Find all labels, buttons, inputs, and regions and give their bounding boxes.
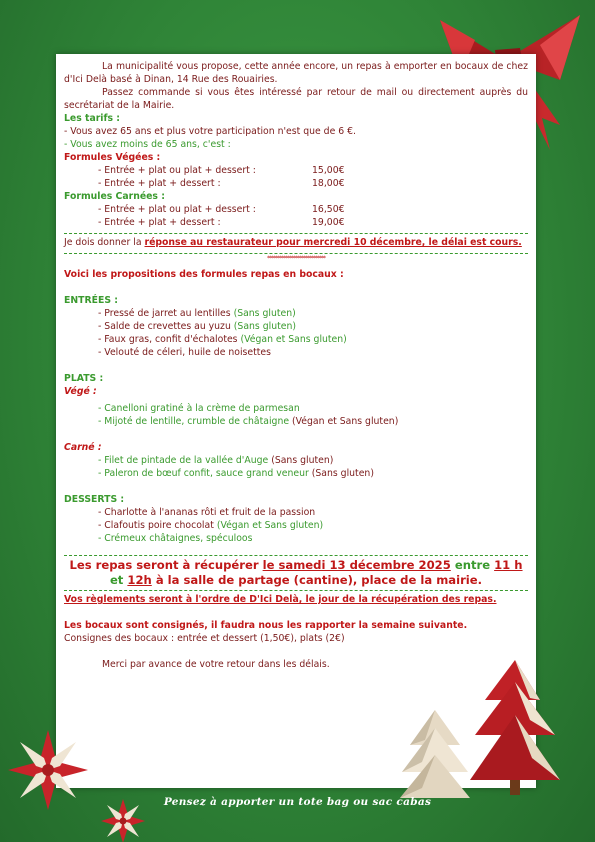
vege-label: Végé : xyxy=(64,386,97,397)
price-row xyxy=(64,216,528,229)
menu-item-name: - Filet de pintade de la vallée d'Auge xyxy=(98,455,272,466)
price-label: - Entrée + plat ou plat + dessert : xyxy=(98,165,256,176)
price-value: 16,50€ xyxy=(312,204,345,215)
menu-item xyxy=(64,532,528,545)
menu-item-name: - Crémeux châtaignes, spéculoos xyxy=(98,533,253,544)
diet-tag: (Végan et Sans gluten) xyxy=(292,416,399,427)
pickup-part: Les repas seront à récupérer xyxy=(69,558,263,572)
intro-paragraph-2: Passez commande si vous êtes intéressé par retour de mail ou directement auprès du secrétariat de la Mairie. xyxy=(64,87,528,111)
diet-tag: (Sans gluten) xyxy=(311,468,374,479)
menu-item xyxy=(64,346,528,359)
price-row xyxy=(64,203,528,216)
pickup-date: le samedi 13 décembre 2025 xyxy=(262,558,451,572)
menu-item xyxy=(64,506,528,519)
dashed-divider xyxy=(64,555,528,556)
menu-item-name: - Velouté de céleri, huile de noisettes xyxy=(98,347,271,358)
propositions-heading: Voici les propositions des formules repas en bocaux : xyxy=(64,269,344,280)
pickup-part: entre xyxy=(450,558,495,572)
carne-label: Carné : xyxy=(64,442,102,453)
menu-item-name: - Faux gras, confit d'échalotes xyxy=(98,334,241,345)
pickup-part: et xyxy=(109,573,128,587)
menu-item-name: - Canelloni gratiné à la crème de parmesan xyxy=(98,403,300,414)
bocaux-notice: Les bocaux sont consignés, il faudra nous les rapporter la semaine suivante. xyxy=(64,620,468,631)
notice-paper xyxy=(56,54,536,788)
entrees-heading: ENTRÉES : xyxy=(64,295,118,306)
diet-tag: (Sans gluten) xyxy=(233,308,296,319)
payment-notice: Vos règlements seront à l'ordre de D'Ici Delà, le jour de la récupération des repas. xyxy=(64,594,497,605)
menu-item xyxy=(64,467,528,480)
menu-item-name: - Mijoté de lentille, crumble de châtaigne xyxy=(98,416,293,427)
thanks-line: Merci par avance de votre retour dans les délais. xyxy=(102,659,330,670)
intro-paragraph-1: La municipalité vous propose, cette année encore, un repas à emporter en bocaux de chez d'Ici Delà basé à Dinan, 14 Rue des Rouairies. xyxy=(64,61,528,85)
tarif-senior: - Vous avez 65 ans et plus votre participation n'est que de 6 €. xyxy=(64,126,356,137)
price-row xyxy=(64,177,528,190)
price-value: 15,00€ xyxy=(312,165,345,176)
pickup-time-start: 11 h xyxy=(494,558,523,572)
diet-tag: (Végan et Sans gluten) xyxy=(216,520,324,531)
notice-content xyxy=(64,60,528,671)
menu-item xyxy=(64,519,528,532)
menu-item-name: - Clafoutis poire chocolat xyxy=(98,520,217,531)
pickup-time-end: 12h xyxy=(127,573,152,587)
menu-item xyxy=(64,402,528,415)
dashed-divider xyxy=(64,253,528,254)
price-label: - Entrée + plat + dessert : xyxy=(98,178,221,189)
price-value: 18,00€ xyxy=(312,178,345,189)
formules-carnees-heading: Formules Carnées : xyxy=(64,191,165,202)
origami-tree-decoration xyxy=(470,660,560,795)
tarifs-heading: Les tarifs : xyxy=(64,113,121,124)
dashed-divider xyxy=(64,233,528,234)
pickup-place: à la salle de partage (cantine), place de la mairie. xyxy=(151,573,483,587)
footer-reminder: Pensez à apporter un tote bag ou sac cabas xyxy=(163,796,432,808)
dashed-divider xyxy=(64,590,528,591)
price-value: 19,00€ xyxy=(312,217,345,228)
formules-vegees-heading: Formules Végées : xyxy=(64,152,161,163)
origami-tree-decoration xyxy=(400,710,470,800)
menu-item-name: - Pressé de jarret au lentilles xyxy=(98,308,234,319)
menu-item xyxy=(64,307,528,320)
price-row xyxy=(64,164,528,177)
menu-item xyxy=(64,415,528,428)
menu-item-name: - Paleron de bœuf confit, sauce grand veneur xyxy=(98,468,312,479)
menu-item-name: - Charlotte à l'ananas rôti et fruit de la passion xyxy=(98,507,316,518)
menu-item-name: - Salde de crevettes au yuzu xyxy=(98,321,234,332)
menu-item xyxy=(64,333,528,346)
price-label: - Entrée + plat + dessert : xyxy=(98,217,221,228)
desserts-heading: DESSERTS : xyxy=(64,494,125,505)
price-label: - Entrée + plat ou plat + dessert : xyxy=(98,204,256,215)
tarif-junior: - Vous avez moins de 65 ans, c'est : xyxy=(64,139,231,150)
plats-heading: PLATS : xyxy=(64,373,104,384)
bocaux-consignes: Consignes des bocaux : entrée et dessert (1,50€), plats (2€) xyxy=(64,633,345,644)
deadline-notice xyxy=(64,236,528,249)
deadline-emphasis: réponse au restaurateur pour mercredi 10 décembre, le délai est cours. xyxy=(144,237,522,248)
pickup-notice xyxy=(64,558,528,588)
diet-tag: (Sans gluten) xyxy=(233,321,296,332)
star-separator: ***************************** xyxy=(267,255,325,262)
menu-item xyxy=(64,320,528,333)
diet-tag: (Sans gluten) xyxy=(271,455,334,466)
deadline-prefix: Je dois donner la xyxy=(64,237,145,248)
diet-tag: (Végan et Sans gluten) xyxy=(240,334,347,345)
menu-item xyxy=(64,454,528,467)
